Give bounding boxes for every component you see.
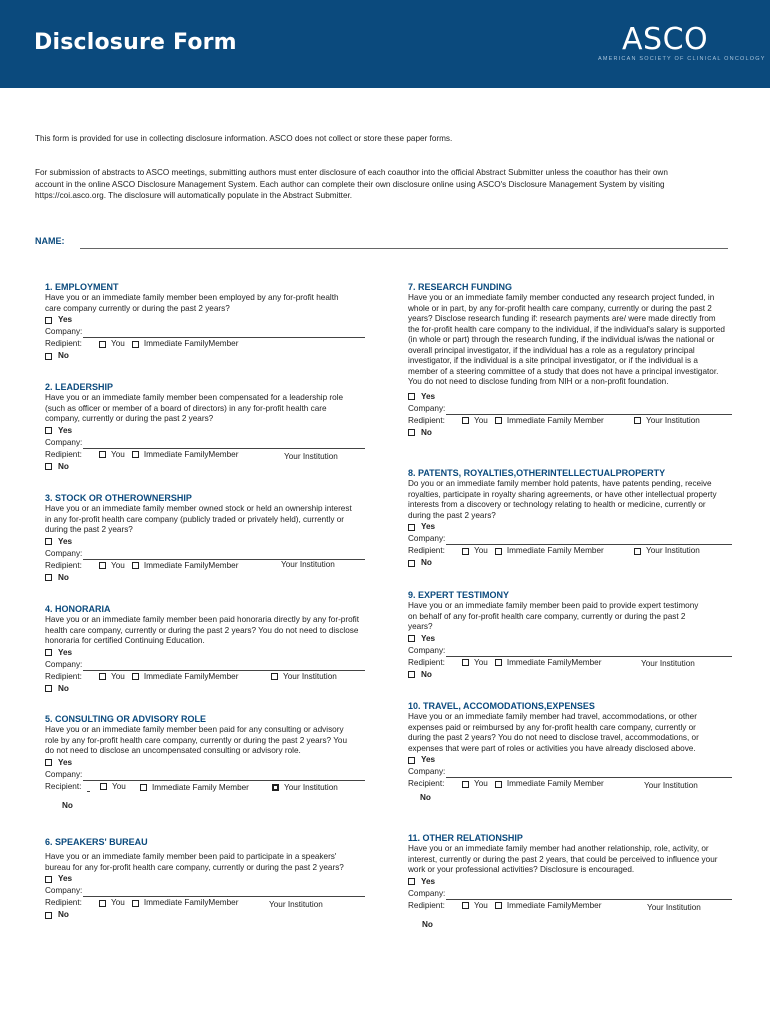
no-option[interactable]: No — [420, 793, 431, 802]
company-field[interactable]: Company: — [408, 645, 732, 657]
section-title: 11. OTHER RELATIONSHIP — [408, 833, 523, 843]
checkbox-icon[interactable] — [99, 900, 106, 907]
section-title: 5. CONSULTING OR ADVISORY ROLE — [45, 714, 207, 724]
checkbox-icon[interactable] — [462, 417, 469, 424]
checkbox-icon[interactable] — [408, 524, 415, 531]
recipient-institution[interactable]: Your Institution — [269, 900, 323, 909]
recipient-you[interactable]: You — [99, 449, 125, 461]
section-question: Have you or an immediate family member been paid to provide expert testimony on behalf of any for-profit health care company, currently or during the past 2 years? — [408, 601, 699, 631]
recipient-row: Redipient: You Immediate Family Member Your Institution — [408, 546, 700, 555]
company-field[interactable]: Company: — [408, 403, 732, 415]
recipient-institution[interactable]: Your Institution — [641, 658, 695, 668]
checkbox-icon[interactable] — [495, 902, 502, 909]
recipient-you[interactable]: You — [99, 897, 125, 909]
checkbox-icon[interactable] — [495, 548, 502, 555]
no-option[interactable]: No — [62, 800, 73, 810]
recipient-row: Redipient: You Immediate FamilyMember — [45, 339, 239, 348]
section-travel-expenses — [408, 701, 732, 804]
checkbox-icon[interactable] — [45, 538, 52, 545]
section-patents-royalties — [408, 468, 732, 569]
section-title: 9. EXPERT TESTIMONY — [408, 590, 510, 600]
recipient-row: Recipient: You Immediate Family Member Your Institution — [408, 779, 698, 790]
checkbox-icon[interactable] — [462, 902, 469, 909]
section-question: Have you or an immediate family member been paid honoraria directly by any for-profit health care company, currently or during the past 2 years? You do not need to disclose honoraria for certified Continuing Education. — [45, 615, 359, 645]
section-question: Do you or an immediate family member hold patents, have patents pending, receive royalties, participate in royalty sharing agreements, or have other intellectual property interests from a discovery or technology relating to health or medicine, currently or during the past 2 years? — [408, 479, 717, 520]
checkbox-icon[interactable] — [408, 429, 415, 436]
recipient-you[interactable]: You — [99, 560, 125, 572]
recipient-family[interactable]: Immediate FamilyMember — [132, 449, 239, 461]
checkbox-icon[interactable] — [132, 673, 139, 680]
recipient-you[interactable]: You — [462, 657, 488, 669]
yes-option[interactable]: Yes — [45, 536, 365, 548]
checkbox-icon[interactable] — [45, 759, 52, 766]
recipient-institution[interactable]: Your Institution — [634, 415, 700, 427]
checkbox-icon[interactable] — [408, 878, 415, 885]
no-option[interactable]: No — [45, 909, 365, 921]
yes-option[interactable]: Yes — [408, 754, 732, 766]
checkbox-icon[interactable] — [408, 393, 415, 400]
recipient-institution[interactable]: Your Institution — [644, 781, 698, 790]
section-question: Have you or an immediate family member been compensated for a leadership role (such as officer or member of a board of directors) in any for-profit health care company, currently or during the past 2 years? — [45, 393, 344, 423]
company-field[interactable]: Company: — [408, 888, 732, 900]
company-field[interactable]: Company: — [45, 326, 365, 338]
company-field[interactable]: Company: — [45, 885, 365, 897]
checkbox-icon[interactable] — [408, 671, 415, 678]
section-title: 3. STOCK OR OTHEROWNERSHIP — [45, 493, 192, 503]
checkbox-icon[interactable] — [408, 635, 415, 642]
checkbox-icon[interactable] — [99, 341, 106, 348]
yes-option[interactable]: Yes — [408, 391, 732, 403]
intro-paragraph-2: For submission of abstracts to ASCO meetings, submitting authors must enter disclosure of each coauthor into the official Abstract Submitter unless the coauthor has their own account in the online ASCO Disclosure Management System. Each author can complete their own disclosure online using ASCO's Disclosure Management System by visiting https://coi.asco.org. The disclosure will automatically populate in the Abstract Submitter. — [35, 168, 668, 200]
section-employment — [45, 282, 365, 362]
company-field[interactable]: Company: — [45, 769, 365, 781]
section-speakers-bureau — [45, 837, 365, 921]
recipient-you[interactable]: You — [462, 778, 488, 790]
section-stock-ownership — [45, 493, 365, 584]
recipient-you[interactable]: You — [462, 545, 488, 557]
checkbox-icon[interactable] — [462, 781, 469, 788]
recipient-you[interactable]: You — [462, 900, 488, 912]
checkbox-icon[interactable] — [462, 548, 469, 555]
no-option[interactable]: No — [45, 461, 365, 473]
section-title: 6. SPEAKERS' BUREAU — [45, 837, 148, 847]
page-title: Disclosure Form — [34, 30, 237, 55]
section-question: Have you or an immediate family member had another relationship, role, activity, or interest, currently or during the past 2 years, that could be perceived to influence your work or your professional activities? Disclosure is encouraged. — [408, 844, 718, 874]
recipient-you[interactable]: You — [100, 781, 126, 793]
checkbox-icon[interactable] — [495, 417, 502, 424]
checkbox-icon[interactable] — [100, 783, 107, 790]
yes-option[interactable]: Yes — [45, 873, 365, 885]
recipient-row: Redipient: You Immediate FamilyMember Your Institution — [45, 449, 338, 461]
section-research-funding — [408, 282, 732, 439]
checkbox-icon[interactable] — [495, 781, 502, 788]
no-option[interactable]: No — [408, 557, 732, 569]
company-field[interactable]: Company: — [45, 437, 365, 449]
no-option[interactable]: No — [408, 669, 732, 681]
recipient-family[interactable]: Immediate FamilyMember — [132, 338, 239, 350]
name-field[interactable] — [80, 248, 728, 249]
section-title: 4. HONORARIA — [45, 604, 111, 614]
section-question: Have you or an immediate family member been paid for any consulting or advisory role by any for-profit health care company, currently or during the past 2 years? You do not need to disclose an uncompensated consulting or advisory role. — [45, 725, 348, 755]
recipient-institution[interactable]: Your Institution — [634, 545, 700, 557]
checkbox-icon[interactable] — [495, 659, 502, 666]
recipient-row: Redipient: You Immediate FamilyMember Your Institution — [45, 898, 323, 909]
section-question: Have you or an immediate family member been paid to participate in a speakers' bureau for any for-profit health care company, currently or during the past 2 years? — [45, 852, 344, 872]
recipient-family[interactable]: Immediate FamilyMember — [132, 560, 239, 572]
checkbox-icon[interactable] — [99, 562, 106, 569]
company-field[interactable]: Company: — [45, 659, 365, 671]
yes-option[interactable]: Yes — [45, 757, 365, 769]
section-title: 7. RESEARCH FUNDING — [408, 282, 513, 292]
section-title: 1. EMPLOYMENT — [45, 282, 119, 292]
checkbox-icon[interactable] — [45, 353, 52, 360]
checkbox-icon[interactable] — [462, 659, 469, 666]
recipient-family[interactable]: Immediate FamilyMember — [132, 897, 239, 909]
checkbox-icon[interactable] — [634, 548, 641, 555]
section-question: Have you or an immediate family member had travel, accommodations, or other expenses paid or reimbursed by any for-profit health care company, currently or during the past 2 years? You do not need to disclose travel, accommodations, or expenses that were part of roles or activities you have already disclosed above. — [408, 712, 699, 753]
intro-paragraph-1: This form is provided for use in collecting disclosure information. ASCO does not collect or store these paper forms. — [35, 134, 453, 143]
company-field[interactable]: Company: — [408, 533, 732, 545]
recipient-institution[interactable]: Your Institution — [272, 782, 338, 794]
section-title: 2. LEADERSHIP — [45, 382, 114, 392]
recipient-row: Redipient: You Immediate FamilyMember Your Institution — [408, 900, 701, 912]
recipient-family[interactable]: Immediate FamilyMember — [132, 671, 239, 683]
checkbox-icon[interactable] — [132, 451, 139, 458]
recipient-institution[interactable]: Your Institution — [647, 902, 701, 912]
checkbox-icon[interactable] — [45, 649, 52, 656]
checkbox-icon[interactable] — [45, 427, 52, 434]
checkbox-icon[interactable] — [132, 341, 139, 348]
yes-option[interactable]: Yes — [408, 876, 732, 888]
checkbox-icon[interactable] — [45, 876, 52, 883]
header-banner — [0, 0, 770, 88]
recipient-family[interactable]: Immediate FamilyMember — [495, 900, 602, 912]
recipient-row: Redipient: You Immediate Family Member Your Institution — [408, 415, 700, 425]
recipient-family[interactable]: Immediate Family Member — [495, 545, 604, 557]
no-option[interactable]: No — [45, 683, 365, 695]
no-option[interactable]: No — [408, 427, 732, 439]
checkbox-icon[interactable] — [45, 463, 52, 470]
section-expert-testimony — [408, 590, 732, 681]
asco-logo: ASCO — [622, 22, 709, 57]
recipient-family[interactable]: Immediate Family Member — [495, 415, 604, 427]
checkbox-icon[interactable] — [271, 673, 278, 680]
checkbox-icon[interactable] — [45, 574, 52, 581]
recipient-row: Recipient: You Immediate Family Member Your Institution — [45, 781, 338, 792]
recipient-row: Redipient: You Immediate FamilyMember Your Institution — [408, 657, 695, 668]
checkbox-icon[interactable] — [140, 784, 147, 791]
recipient-row: Redipient: You Immediate FamilyMember Your Institution — [45, 559, 335, 570]
recipient-institution[interactable]: Your Institution — [271, 671, 337, 683]
yes-option[interactable]: Yes — [45, 314, 365, 326]
section-title: 10. TRAVEL, ACCOMODATIONS,EXPENSES — [408, 701, 595, 711]
checkbox-icon[interactable] — [132, 562, 139, 569]
company-field[interactable]: Company: — [408, 766, 732, 778]
section-question: Have you or an immediate family member owned stock or held an ownership interest in any for-profit health care company (publicly traded or privately held), currently or during the past 2 years? — [45, 504, 352, 534]
yes-option[interactable]: Yes — [408, 633, 732, 645]
no-option[interactable]: No — [45, 572, 365, 584]
section-question: Have you or an immediate family member been employed by any for-profit health care company currently or during the past 2 years? — [45, 293, 339, 313]
name-label: NAME: — [35, 236, 65, 246]
checkbox-icon[interactable] — [408, 560, 415, 567]
checkbox-icon[interactable] — [634, 417, 641, 424]
yes-option[interactable]: Yes — [45, 425, 365, 437]
company-field[interactable]: Company: — [45, 548, 365, 560]
recipient-family[interactable]: Immediate Family Member — [140, 782, 249, 794]
checkbox-icon[interactable] — [45, 912, 52, 919]
asco-logo-tagline: AMERICAN SOCIETY OF CLINICAL ONCOLOGY — [598, 56, 766, 62]
section-title: 8. PATENTS, ROYALTIES,OTHERINTELLECTUALPROPERTY — [408, 468, 666, 478]
checkbox-icon[interactable] — [408, 757, 415, 764]
recipient-you[interactable]: You — [99, 338, 125, 350]
no-option[interactable]: No — [422, 919, 433, 929]
checkbox-icon[interactable] — [132, 900, 139, 907]
no-option[interactable]: No — [45, 350, 365, 362]
section-leadership — [45, 382, 365, 473]
yes-option[interactable]: Yes — [45, 647, 365, 659]
checkbox-icon[interactable] — [272, 784, 279, 791]
section-honoraria — [45, 604, 365, 695]
section-question: Have you or an immediate family member conducted any research project funded, in whole or in part, by any for-profit health care company, currently or during the past 2 years? Disclose research funding if: research payments are/ were made directly from the for-profit health care company to the individual, if the individual's salary is supported (in whole or part) through the research funding, if the individual is/was the national or overall principal investigator, if the individual has a role as a regulatory principal investigator, if the individual is a site principal investigator, or if the individual is a member of a steering committee of a study that does not have a principal investigator. You do not need to disclose funding from NIH or a non-profit foundation. — [408, 293, 725, 386]
yes-option[interactable]: Yes — [408, 521, 732, 533]
recipient-family[interactable]: Immediate FamilyMember — [495, 657, 602, 669]
recipient-institution[interactable]: Your Institution — [284, 451, 338, 461]
recipient-institution[interactable]: Your Institution — [281, 559, 335, 569]
recipient-you[interactable]: You — [462, 415, 488, 427]
section-consulting-advisory — [45, 714, 365, 812]
checkbox-icon[interactable] — [45, 685, 52, 692]
recipient-you[interactable]: You — [99, 671, 125, 683]
checkbox-icon[interactable] — [99, 673, 106, 680]
checkbox-icon[interactable] — [45, 317, 52, 324]
section-other-relationship — [408, 833, 732, 931]
checkbox-icon[interactable] — [99, 451, 106, 458]
recipient-family[interactable]: Immediate Family Member — [495, 778, 604, 790]
recipient-row: Redipient: You Immediate FamilyMember Your Institution — [45, 671, 337, 681]
